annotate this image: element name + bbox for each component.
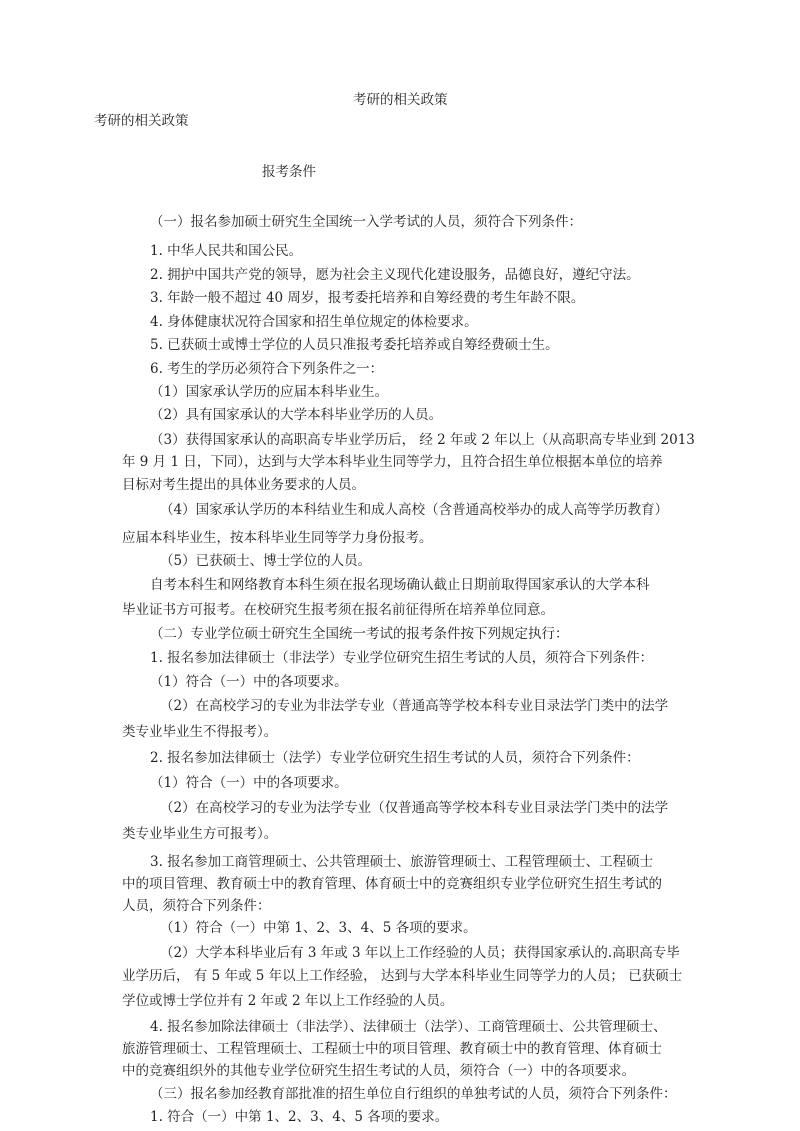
- paragraph-line: 目标对考生提出的具体业务要求的人员。: [122, 477, 365, 493]
- paragraph-line: （二）专业学位硕士研究生全国统一考试的报考条件按下列规定执行：: [150, 626, 569, 642]
- paragraph-line: 毕业证书方可报考。在校研究生报考须在报名前征得所在培养单位同意。: [122, 602, 554, 618]
- paragraph-line: 4. 报名参加除法律硕士（非法学）、法律硕士（法学）、工商管理硕士、公共管理硕士、: [150, 1019, 667, 1035]
- paragraph-line: 3. 年龄一般不超过 40 周岁，报考委托培养和自筹经费的考生年龄不限。: [150, 290, 585, 306]
- paragraph-line: 年 9 月 1 日，下同），达到与大学本科毕业生同等学力，且符合招生单位根据本单位的培养: [122, 454, 663, 470]
- paragraph-line: 2. 报名参加法律硕士（法学）专业学位研究生招生考试的人员，须符合下列条件：: [150, 750, 640, 766]
- paragraph-line: 1. 符合（一）中第 1、2、3、4、5 各项的要求。: [150, 1109, 449, 1125]
- paragraph-line: 中的竞赛组织外的其他专业学位研究生招生考试的人员，须符合（一）中的各项要求。: [122, 1063, 635, 1079]
- paragraph-line: 2. 拥护中国共产党的领导，愿为社会主义现代化建设服务，品德良好，遵纪守法。: [150, 267, 640, 283]
- paragraph-line: 类专业毕业生方可报考）。: [122, 826, 278, 842]
- paragraph-line: （一）报名参加硕士研究生全国统一入学考试的人员，须符合下列条件：: [150, 214, 582, 230]
- paragraph-line: 中的项目管理、教育硕士中的教育管理、体育硕士中的竞赛组织专业学位研究生招生考试的: [122, 876, 662, 892]
- paragraph-line: （2）在高校学习的专业为非法学专业（普通高等学校本科专业目录法学门类中的法学: [160, 698, 669, 714]
- paragraph-line: 业学历后， 有 5 年或 5 年以上工作经验， 达到与大学本科毕业生同等学力的人员； 已获硕士: [122, 968, 683, 984]
- document-title: 考研的相关政策: [353, 92, 448, 108]
- paragraph-line: 6. 考生的学历必须符合下列条件之一：: [150, 361, 384, 377]
- paragraph-line: （3）获得国家承认的高职高专毕业学历后， 经 2 年或 2 年以上（从高职高专毕业到 2013: [150, 432, 695, 448]
- paragraph-line: 1. 中华人民共和国公民。: [150, 243, 303, 259]
- paragraph-line: （1）国家承认学历的应届本科毕业生。: [150, 384, 389, 400]
- paragraph-line: 应届本科毕业生，按本科毕业生同等学力身份报考。: [122, 530, 433, 546]
- paragraph-line: 自考本科生和网络教育本科生须在报名现场确认截止日期前取得国家承认的大学本科: [150, 577, 650, 593]
- paragraph-line: 旅游管理硕士、工程管理硕士、工程硕士中的项目管理、教育硕士中的教育管理、体育硕士: [122, 1041, 662, 1057]
- paragraph-line: 5. 已获硕士或博士学位的人员只准报考委托培养或自筹经费硕士生。: [150, 337, 559, 353]
- paragraph-line: （5）已获硕士、博士学位的人员。: [160, 553, 372, 569]
- paragraph-line: 3. 报名参加工商管理硕士、公共管理硕士、旅游管理硕士、工程管理硕士、工程硕士: [150, 854, 654, 870]
- paragraph-line: （1）符合（一）中的各项要求。: [150, 674, 348, 690]
- paragraph-line: （4）国家承认学历的本科结业生和成人高校（含普通高校举办的成人高等学历教育）: [160, 502, 669, 518]
- paragraph-line: （2）大学本科毕业后有 3 年或 3 年以上工作经验的人员；获得国家承认的.高职高专毕: [160, 945, 680, 961]
- paragraph-line: （三）报名参加经教育部批准的招生单位自行组织的单独考试的人员，须符合下列条件：: [150, 1086, 677, 1102]
- paragraph-line: 1. 报名参加法律硕士（非法学）专业学位研究生招生考试的人员，须符合下列条件：: [150, 650, 654, 666]
- document-subtitle: 考研的相关政策: [94, 113, 189, 129]
- paragraph-line: 人员，须符合下列条件：: [122, 898, 271, 914]
- paragraph-line: （1）符合（一）中的各项要求。: [150, 775, 348, 791]
- paragraph-line: 类专业毕业生不得报考）。: [122, 724, 278, 740]
- paragraph-line: 4. 身体健康状况符合国家和招生单位规定的体检要求。: [150, 314, 478, 330]
- paragraph-line: （2）具有国家承认的大学本科毕业学历的人员。: [150, 407, 443, 423]
- paragraph-line: 学位或博士学位并有 2 年或 2 年以上工作经验的人员。: [122, 993, 454, 1009]
- paragraph-line: （2）在高校学习的专业为法学专业（仅普通高等学校本科专业目录法学门类中的法学: [160, 800, 669, 816]
- paragraph-line: （1）符合（一）中第 1、2、3、4、5 各项的要求。: [160, 920, 477, 936]
- section-heading: 报考条件: [262, 164, 316, 180]
